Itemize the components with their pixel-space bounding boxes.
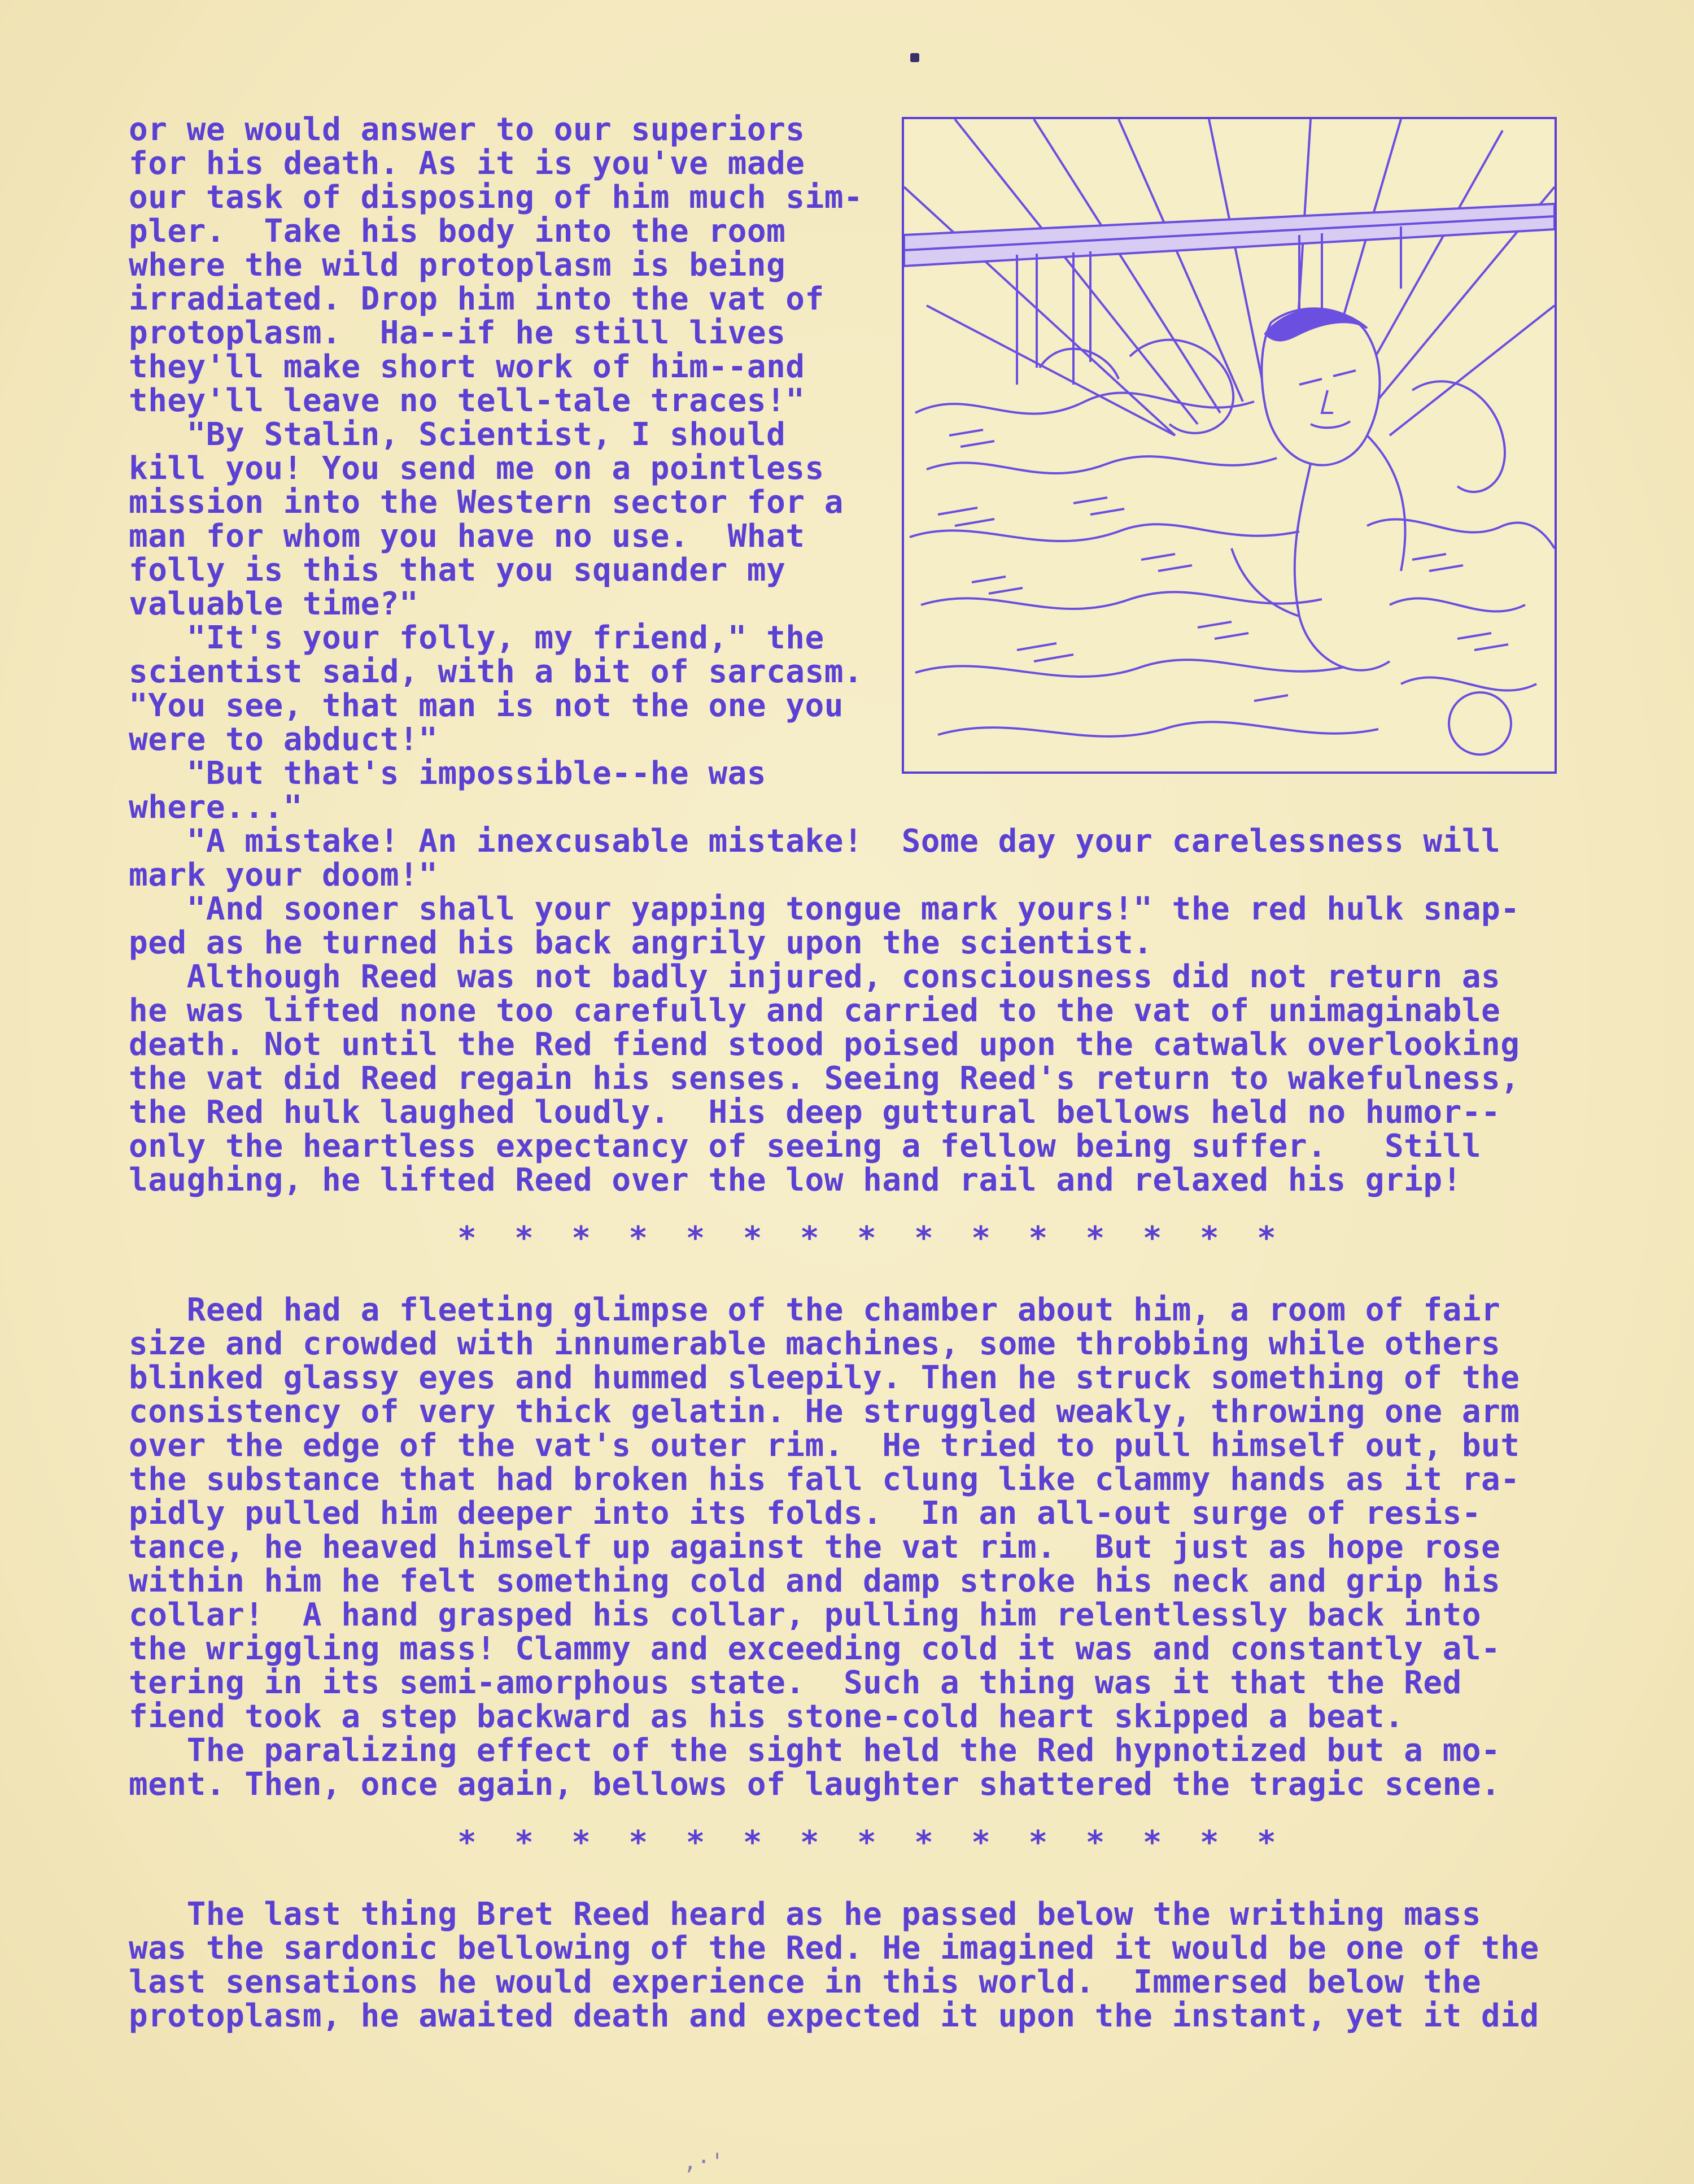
text-line: where..." <box>129 789 303 826</box>
text-line: within him he felt something cold and damp stroke his neck and grip his <box>129 1563 1501 1599</box>
text-line: size and crowded with innumerable machines, some throbbing while others <box>129 1326 1501 1362</box>
man-in-protoplasm-vat-illustration <box>902 117 1557 774</box>
text-line: Reed had a fleeting glimpse of the chamber about him, a room of fair <box>129 1292 1501 1328</box>
text-line: man for whom you have no use. What <box>129 518 805 555</box>
text-line: tering in its semi-amorphous state. Such a thing was it that the Red <box>129 1664 1462 1701</box>
text-line: they'll leave no tell-tale traces!" <box>129 382 805 419</box>
section-separator: * * * * * * * * * * * * * * * <box>457 1220 1276 1257</box>
text-line: protoplasm. Ha--if he still lives <box>129 315 786 351</box>
text-line: ment. Then, once again, bellows of laughter shattered the tragic scene. <box>129 1766 1501 1803</box>
text-line: he was lifted none too carefully and carried to the vat of unimaginable <box>129 992 1501 1029</box>
text-line: mark your doom!" <box>129 857 438 893</box>
text-line: pidly pulled him deeper into its folds. In an all-out surge of resis- <box>129 1495 1482 1532</box>
text-line: "A mistake! An inexcusable mistake! Some day your carelessness will <box>129 823 1501 860</box>
text-line: the substance that had broken his fall clung like clammy hands as it ra- <box>129 1461 1520 1498</box>
text-line: the vat did Reed regain his senses. Seeing Reed's return to wakefulness, <box>129 1060 1520 1097</box>
text-line: "By Stalin, Scientist, I should <box>129 416 786 453</box>
section-separator: * * * * * * * * * * * * * * * <box>457 1824 1276 1861</box>
text-line: tance, he heaved himself up against the vat rim. But just as hope rose <box>129 1529 1501 1566</box>
text-line: over the edge of the vat's outer rim. He tried to pull himself out, but <box>129 1427 1520 1464</box>
text-line: The paralizing effect of the sight held the Red hypnotized but a mo- <box>129 1732 1501 1769</box>
text-line: collar! A hand grasped his collar, pulling him relentlessly back into <box>129 1597 1482 1633</box>
ink-speck <box>910 53 919 62</box>
illustration-drawing <box>904 119 1555 771</box>
text-line: laughing, he lifted Reed over the low hand rail and relaxed his grip! <box>129 1162 1462 1198</box>
text-line: they'll make short work of him--and <box>129 348 805 385</box>
text-line: scientist said, with a bit of sarcasm. <box>129 653 863 690</box>
text-line: last sensations he would experience in this world. Immersed below the <box>129 1964 1482 2000</box>
text-line: "It's your folly, my friend," the <box>129 620 824 656</box>
text-line: irradiated. Drop him into the vat of <box>129 281 824 317</box>
text-line: kill you! You send me on a pointless <box>129 450 824 487</box>
footer-mark: ,·' <box>683 2149 724 2175</box>
text-line: Although Reed was not badly injured, consciousness did not return as <box>129 958 1501 995</box>
text-line: ped as he turned his back angrily upon the scientist. <box>129 925 1153 961</box>
text-line: "And sooner shall your yapping tongue mark yours!" the red hulk snap- <box>129 891 1520 927</box>
text-line: where the wild protoplasm is being <box>129 247 786 284</box>
text-line: pler. Take his body into the room <box>129 213 786 250</box>
text-line: valuable time?" <box>129 586 419 622</box>
text-line: mission into the Western sector for a <box>129 484 844 521</box>
text-line: The last thing Bret Reed heard as he passed below the writhing mass <box>129 1896 1482 1933</box>
text-line: our task of disposing of him much sim- <box>129 179 863 216</box>
text-line: or we would answer to our superiors <box>129 111 805 148</box>
text-line: blinked glassy eyes and hummed sleepily. Then he struck something of the <box>129 1359 1520 1396</box>
text-line: for his death. As it is you've made <box>129 145 805 182</box>
text-line: protoplasm, he awaited death and expected it upon the instant, yet it did <box>129 1998 1539 2034</box>
text-line: consistency of very thick gelatin. He struggled weakly, throwing one arm <box>129 1393 1520 1430</box>
text-line: the Red hulk laughed loudly. His deep guttural bellows held no humor-- <box>129 1094 1501 1131</box>
text-line: were to abduct!" <box>129 721 438 758</box>
text-line: "But that's impossible--he was <box>129 755 767 792</box>
text-line: folly is this that you squander my <box>129 552 786 588</box>
text-line: only the heartless expectancy of seeing a fellow being suffer. Still <box>129 1128 1482 1165</box>
text-line: "You see, that man is not the one you <box>129 687 844 724</box>
text-line: death. Not until the Red fiend stood poised upon the catwalk overlooking <box>129 1026 1520 1063</box>
text-line: fiend took a step backward as his stone-cold heart skipped a beat. <box>129 1698 1404 1735</box>
text-line: was the sardonic bellowing of the Red. He imagined it would be one of the <box>129 1930 1539 1967</box>
text-line: the wriggling mass! Clammy and exceeding cold it was and constantly al- <box>129 1631 1501 1667</box>
